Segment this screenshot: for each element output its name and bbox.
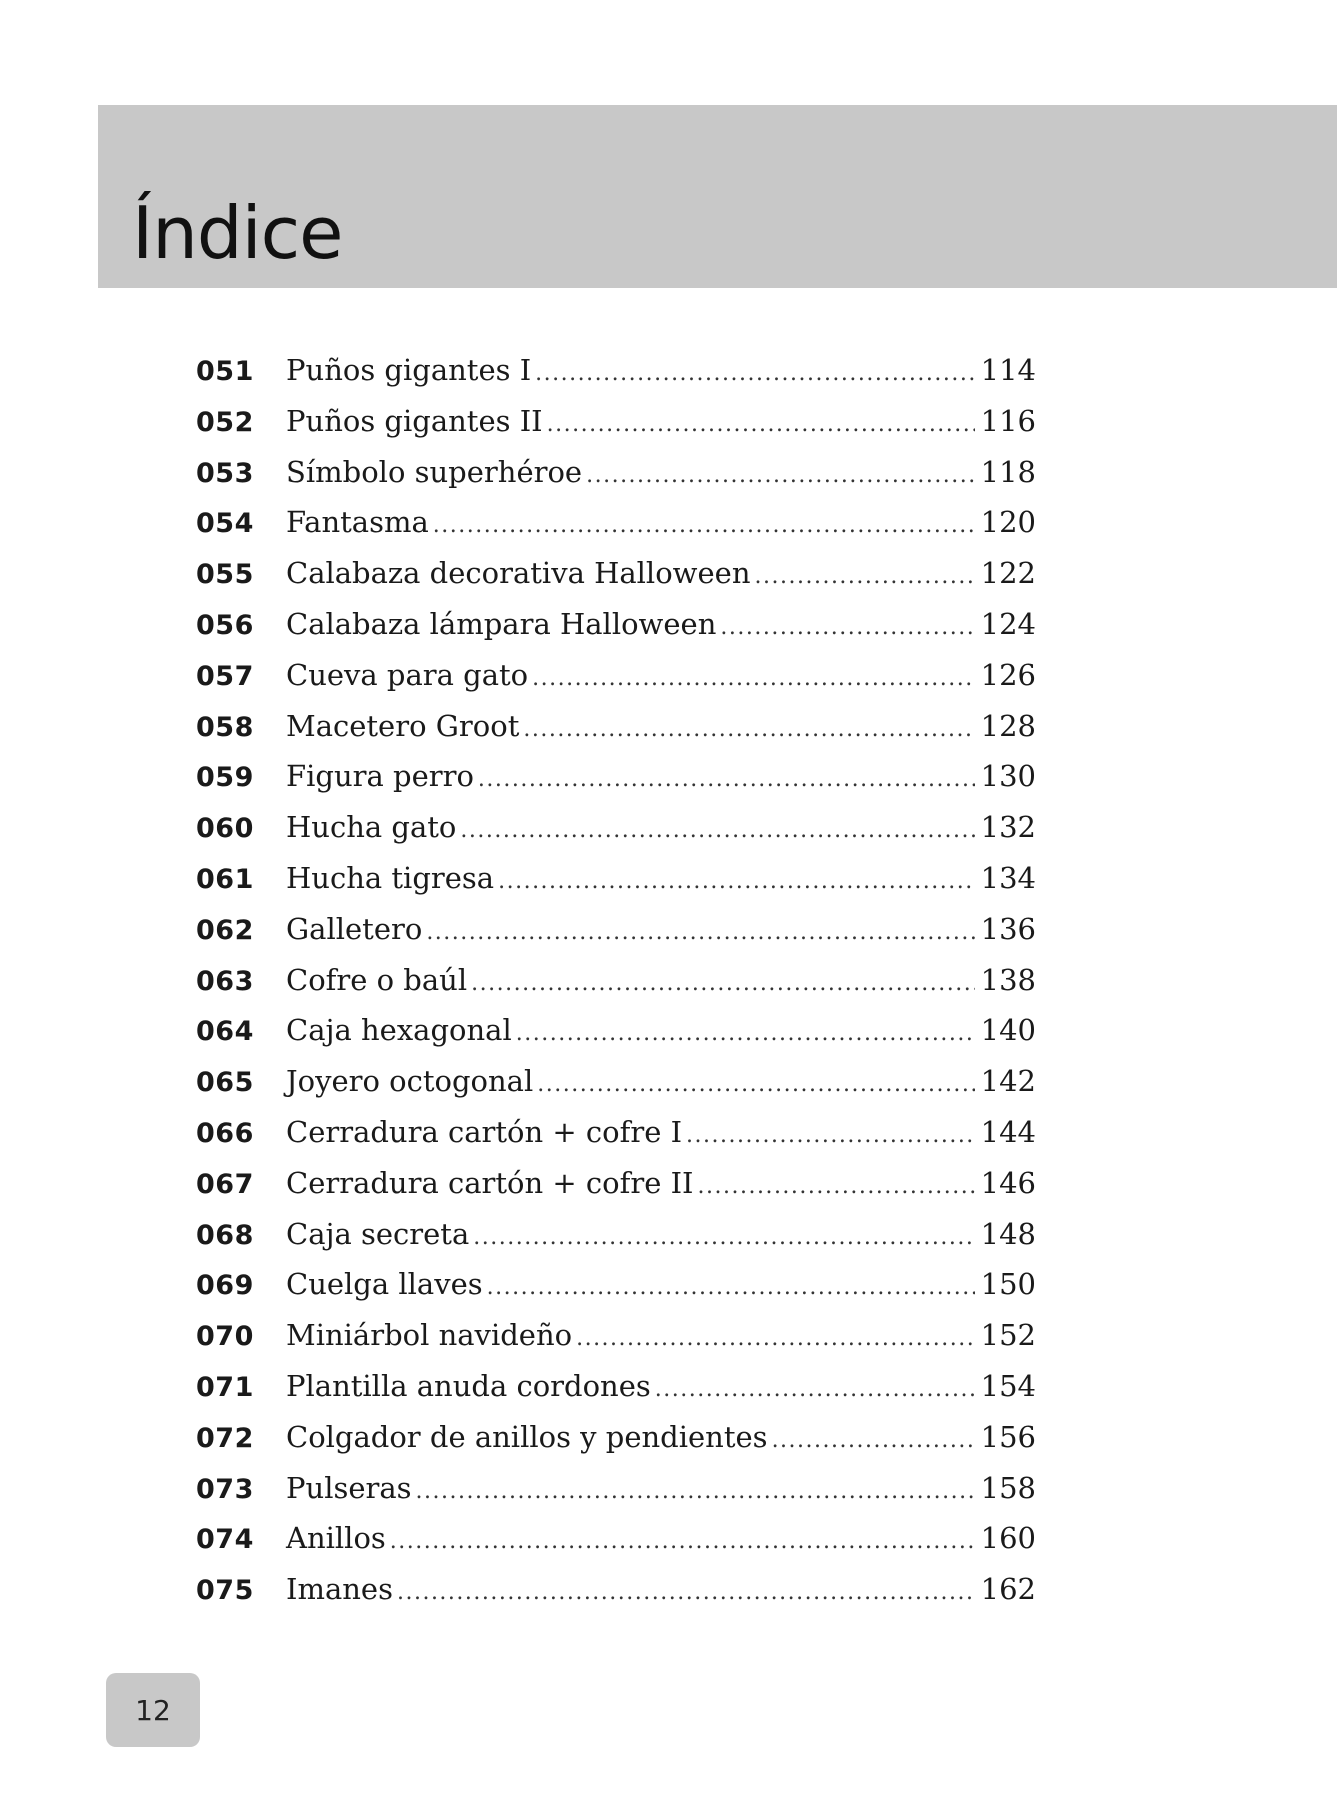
toc-entry-page: 136 [980, 911, 1036, 946]
toc-entry[interactable] [196, 1572, 1036, 1623]
toc-dot-leader [655, 1377, 975, 1402]
toc-entry-page: 128 [980, 708, 1036, 743]
toc-entry[interactable] [196, 353, 1036, 404]
toc-entry-title: Plantilla anuda cordones [286, 1368, 651, 1403]
toc-dot-leader [390, 1529, 975, 1554]
toc-entry-title: Calabaza lámpara Halloween [286, 606, 717, 641]
toc-entry-number: 051 [196, 356, 254, 387]
toc-entry[interactable] [196, 1267, 1036, 1318]
toc-entry-title: Hucha gato [286, 810, 457, 845]
toc-entry[interactable] [196, 1166, 1036, 1217]
toc-dot-leader [397, 1580, 975, 1605]
toc-entry-number: 073 [196, 1473, 254, 1505]
toc-entry-title: Miniárbol navideño [286, 1318, 573, 1353]
toc-entry[interactable] [196, 607, 1036, 658]
toc-entry-number: 075 [196, 1575, 254, 1607]
toc-dot-leader [478, 767, 975, 792]
toc-dot-leader [547, 412, 975, 437]
toc-entry-title: Galletero [286, 911, 423, 946]
toc-entry-page: 158 [980, 1470, 1036, 1505]
toc-entry[interactable] [196, 759, 1036, 810]
toc-entry[interactable] [196, 912, 1036, 963]
toc-dot-leader [720, 615, 974, 640]
toc-entry[interactable] [196, 1013, 1036, 1064]
toc-entry-number: 067 [196, 1168, 254, 1200]
toc-entry-title: Caja hexagonal [286, 1013, 512, 1048]
toc-dot-leader [576, 1326, 975, 1351]
toc-entry-title: Cerradura cartón + cofre I [286, 1114, 683, 1149]
toc-entry-number: 058 [196, 711, 254, 743]
toc-entry-number: 066 [196, 1117, 254, 1149]
toc-entry-page: 118 [980, 454, 1036, 489]
toc-entry-page: 156 [980, 1419, 1036, 1454]
toc-entry[interactable] [196, 963, 1036, 1014]
toc-entry-number: 052 [196, 406, 254, 438]
toc-entry-title: Cueva para gato [286, 657, 529, 692]
toc-entry[interactable] [196, 404, 1036, 455]
toc-entry[interactable] [196, 1471, 1036, 1522]
toc-entry-title: Cerradura cartón + cofre II [286, 1165, 694, 1200]
toc-entry-title: Anillos [286, 1521, 386, 1556]
toc-entry-title: Macetero Groot [286, 708, 520, 743]
toc-entry-number: 057 [196, 660, 254, 692]
toc-entry[interactable] [196, 1217, 1036, 1268]
toc-entry-title: Figura perro [286, 759, 474, 794]
toc-entry-page: 130 [980, 759, 1036, 794]
toc-entry-title: Puños gigantes II [286, 403, 543, 438]
toc-entry-page: 154 [980, 1368, 1036, 1403]
toc-dot-leader [686, 1123, 975, 1148]
toc-dot-leader [755, 564, 975, 589]
toc-entry-number: 055 [196, 559, 254, 591]
toc-entry-title: Fantasma [286, 505, 429, 540]
toc-entry[interactable] [196, 810, 1036, 861]
page-number: 12 [135, 1693, 171, 1727]
toc-entry-page: 134 [980, 860, 1036, 895]
toc-dot-leader [535, 361, 974, 386]
toc-entry-number: 064 [196, 1016, 254, 1048]
toc-entry-number: 069 [196, 1270, 254, 1302]
toc-entry[interactable] [196, 658, 1036, 709]
toc-entry-page: 132 [980, 810, 1036, 845]
page-title: Índice [132, 191, 343, 275]
toc-entry-number: 061 [196, 863, 254, 895]
toc-entry-title: Cuelga llaves [286, 1267, 483, 1302]
toc-entry-number: 054 [196, 508, 254, 540]
toc-entry-page: 144 [980, 1114, 1036, 1149]
toc-entry[interactable] [196, 1318, 1036, 1369]
toc-entry-number: 056 [196, 609, 254, 641]
toc-entry-page: 116 [980, 403, 1036, 438]
toc-entry-number: 068 [196, 1219, 254, 1251]
toc-entry-number: 053 [196, 457, 254, 489]
toc-entry-title: Calabaza decorativa Halloween [286, 556, 751, 591]
table-of-contents [196, 353, 1036, 1623]
toc-entry-number: 072 [196, 1422, 254, 1454]
toc-dot-leader [416, 1479, 975, 1504]
toc-entry[interactable] [196, 1521, 1036, 1572]
toc-dot-leader [772, 1428, 975, 1453]
toc-entry-number: 059 [196, 762, 254, 794]
toc-dot-leader [516, 1021, 975, 1046]
toc-dot-leader [471, 971, 975, 996]
toc-entry-page: 146 [980, 1165, 1036, 1200]
toc-entry[interactable] [196, 556, 1036, 607]
toc-entry-number: 074 [196, 1524, 254, 1556]
toc-entry-number: 070 [196, 1321, 254, 1353]
toc-entry-title: Cofre o baúl [286, 962, 468, 997]
toc-entry-title: Colgador de anillos y pendientes [286, 1419, 768, 1454]
toc-entry-number: 071 [196, 1371, 254, 1403]
toc-entry-title: Puños gigantes I [286, 353, 532, 387]
toc-entry-title: Pulseras [286, 1470, 412, 1505]
toc-entry[interactable] [196, 1420, 1036, 1471]
toc-dot-leader [537, 1072, 974, 1097]
toc-dot-leader [523, 717, 974, 742]
toc-entry-number: 060 [196, 813, 254, 845]
toc-entry[interactable] [196, 709, 1036, 760]
toc-entry-page: 114 [980, 353, 1036, 387]
toc-dot-leader [460, 818, 974, 843]
toc-entry-title: Hucha tigresa [286, 860, 495, 895]
toc-entry-title: Imanes [286, 1572, 393, 1607]
toc-entry-page: 120 [980, 505, 1036, 540]
toc-entry-page: 122 [980, 556, 1036, 591]
toc-entry-page: 126 [980, 657, 1036, 692]
toc-entry-number: 062 [196, 914, 254, 946]
toc-entry[interactable] [196, 1115, 1036, 1166]
toc-dot-leader [426, 920, 974, 945]
toc-entry-page: 124 [980, 606, 1036, 641]
toc-entry-title: Joyero octogonal [286, 1064, 534, 1099]
toc-entry-number: 065 [196, 1067, 254, 1099]
header-band [98, 105, 1337, 288]
toc-entry[interactable] [196, 861, 1036, 912]
toc-dot-leader [498, 869, 975, 894]
toc-dot-leader [487, 1275, 975, 1300]
toc-entry-page: 162 [980, 1572, 1036, 1607]
toc-dot-leader [473, 1225, 974, 1250]
toc-entry-page: 148 [980, 1216, 1036, 1251]
toc-entry-page: 140 [980, 1013, 1036, 1048]
toc-entry-title: Símbolo superhéroe [286, 454, 583, 489]
toc-entry[interactable] [196, 455, 1036, 506]
toc-entry-page: 150 [980, 1267, 1036, 1302]
toc-entry-page: 160 [980, 1521, 1036, 1556]
toc-entry[interactable] [196, 1064, 1036, 1115]
toc-dot-leader [433, 513, 975, 538]
toc-entry[interactable] [196, 505, 1036, 556]
toc-entry-number: 063 [196, 965, 254, 997]
toc-entry[interactable] [196, 1369, 1036, 1420]
page-number-tab [106, 1673, 200, 1747]
toc-dot-leader [698, 1174, 975, 1199]
toc-dot-leader [586, 463, 975, 488]
toc-entry-page: 138 [980, 962, 1036, 997]
toc-dot-leader [532, 666, 975, 691]
toc-entry-page: 152 [980, 1318, 1036, 1353]
toc-entry-title: Caja secreta [286, 1216, 470, 1251]
toc-entry-page: 142 [980, 1064, 1036, 1099]
